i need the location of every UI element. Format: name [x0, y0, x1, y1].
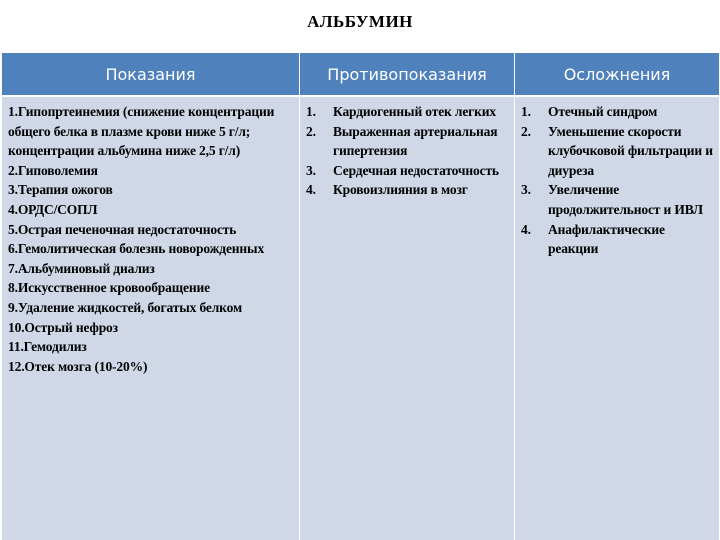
list-item: [306, 102, 511, 122]
item-number: 3.: [521, 182, 531, 198]
table-header-row: [2, 53, 720, 97]
contraindications-list: [306, 102, 511, 200]
item-text: Анафилактические реакции: [548, 221, 665, 257]
indication-item: 7.Альбуминовый диализ: [8, 260, 155, 276]
indication-item: 4.ОРДС/СОПЛ: [8, 201, 98, 217]
header-contraindications: Противопоказания: [300, 53, 515, 97]
indication-item: 2.Гиповолемия: [8, 162, 98, 178]
indication-item: 6.Гемолитическая болезнь новорожденных: [8, 241, 265, 257]
list-item: [521, 102, 716, 122]
header-indications: Показания: [2, 53, 300, 97]
list-item: [521, 220, 716, 259]
indication-item: 11.Гемодилиз: [8, 339, 87, 355]
item-number: 2.: [306, 123, 316, 139]
list-item: [306, 122, 511, 161]
item-text: Кровоизлияния в мозг: [333, 182, 468, 198]
item-text: Кардиогенный отек легких: [333, 104, 496, 119]
item-number: 3.: [306, 162, 316, 178]
indication-item: 5.Острая печеночная недостаточность: [8, 221, 237, 237]
item-text: Выраженная артериальная гипертензия: [333, 123, 498, 159]
header-complications: Осложнения: [515, 53, 720, 97]
indication-item: 1.Гипопртеинемия (снижение концентрации общего белка в плазме крови ниже 5 г/л; концентрации альбумина ниже 2,5 г/л): [8, 104, 275, 159]
list-item: [306, 161, 511, 181]
complications-list: [521, 102, 716, 259]
item-text: Увеличение продолжительност и ИВЛ: [548, 182, 703, 217]
indication-item: 12.Отек мозга (10-20%): [8, 358, 148, 374]
item-number: 1.: [306, 104, 316, 119]
item-number: 1.: [521, 104, 531, 119]
contraindications-cell: [300, 96, 515, 540]
item-number: 2.: [521, 123, 531, 139]
indication-item: 10.Острый нефроз: [8, 319, 118, 335]
complications-cell: [515, 96, 720, 540]
item-number: 4.: [306, 182, 316, 198]
page-title: АЛЬБУМИН: [307, 12, 413, 31]
item-text: Уменьшение скорости клубочковой фильтрации и диуреза: [548, 123, 713, 178]
indications-cell: [2, 96, 300, 540]
table-row: [2, 96, 720, 540]
item-text: Отечный синдром: [548, 104, 658, 119]
item-number: 4.: [521, 221, 531, 237]
list-item: [306, 180, 511, 200]
indication-item: 8.Искусственное кровообращение: [8, 280, 210, 296]
item-text: Сердечная недостаточность: [333, 162, 499, 178]
indication-item: 3.Терапия ожогов: [8, 182, 113, 198]
indication-item: 9.Удаление жидкостей, богатых белком: [8, 299, 242, 315]
list-item: [521, 180, 716, 219]
list-item: [521, 122, 716, 181]
albumin-table: [1, 52, 720, 540]
